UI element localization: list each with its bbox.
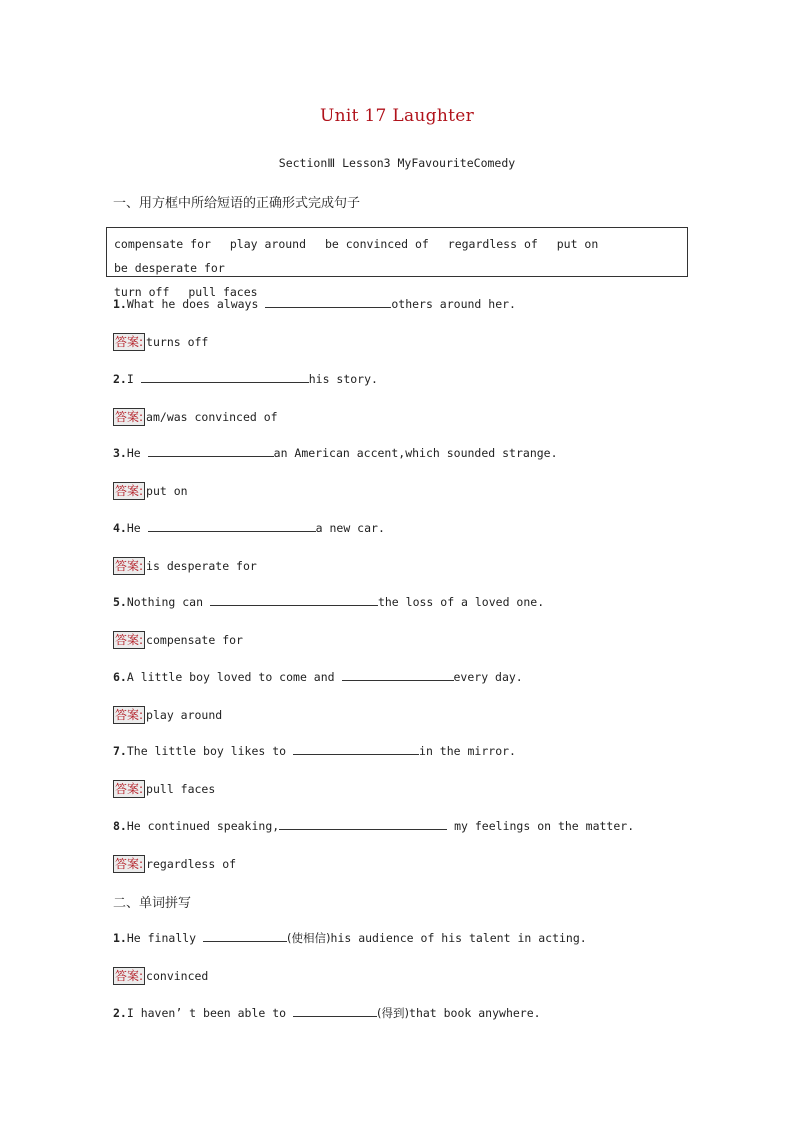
question-text-after: an American accent,which sounded strange.	[273, 446, 558, 460]
answer-3	[113, 482, 188, 500]
question-text-after: his audience of his talent in acting.	[330, 931, 587, 945]
phrase-item: be convinced of	[324, 237, 429, 251]
question-text-before: I haven’ t been able to	[126, 1006, 294, 1020]
answer-text: convinced	[146, 969, 209, 983]
answer-6	[113, 706, 222, 724]
answer-1	[113, 333, 208, 351]
section-2-heading: 二、单词拼写	[113, 896, 192, 911]
question-2	[113, 372, 378, 386]
question-text-before: The little boy likes to	[126, 744, 294, 758]
spelling-question-1	[113, 930, 587, 946]
question-number: 7.	[113, 744, 127, 758]
phrase-item: be desperate for	[114, 261, 225, 275]
question-5	[113, 595, 544, 609]
answer-label: 答案:	[115, 559, 144, 573]
answer-text: am/was convinced of	[146, 410, 278, 424]
question-text-before: He finally	[126, 931, 204, 945]
question-number: 2.	[113, 1006, 127, 1020]
question-number: 1.	[113, 297, 127, 311]
answer-7	[113, 780, 215, 798]
answer-blank[interactable]	[293, 1006, 377, 1017]
answer-blank[interactable]	[210, 595, 378, 606]
spelling-question-2	[113, 1005, 541, 1021]
question-number: 3.	[113, 446, 127, 460]
answer-text: play around	[146, 708, 223, 722]
question-text-after: the loss of a loved one.	[377, 595, 545, 609]
answer-blank[interactable]	[293, 744, 419, 755]
question-text-before: What he does always	[126, 297, 266, 311]
question-7	[113, 744, 516, 758]
page-subtitle: SectionⅢ Lesson3 MyFavouriteComedy	[278, 156, 516, 170]
answer-blank[interactable]	[141, 372, 309, 383]
question-3	[113, 446, 558, 460]
phrase-item: put on	[556, 237, 599, 251]
answer-text: pull faces	[146, 782, 216, 796]
answer-label: 答案:	[115, 484, 144, 498]
question-text-after: others around her.	[391, 297, 516, 311]
spelling-answer-1	[113, 967, 208, 985]
question-text-after: his story.	[308, 372, 378, 386]
answer-text: regardless of	[146, 857, 237, 871]
answer-blank[interactable]	[148, 521, 316, 532]
answer-text: is desperate for	[146, 559, 257, 573]
answer-blank[interactable]	[342, 670, 454, 681]
answer-5	[113, 631, 243, 649]
question-text-before: A little boy loved to come and	[126, 670, 342, 684]
question-text-before: He	[126, 446, 148, 460]
question-1	[113, 297, 516, 311]
question-6	[113, 670, 523, 684]
question-number: 8.	[113, 819, 127, 833]
question-number: 6.	[113, 670, 127, 684]
question-text-before: I	[126, 372, 141, 386]
question-text-after: a new car.	[315, 521, 385, 535]
phrase-item: pull faces	[188, 285, 258, 299]
phrase-item: play around	[229, 237, 307, 251]
question-text-after: that book anywhere.	[409, 1006, 541, 1020]
phrase-box	[106, 227, 688, 299]
answer-blank[interactable]	[265, 297, 391, 308]
phrase-item: turn off	[114, 285, 170, 299]
page-title: Unit 17 Laughter	[319, 106, 474, 126]
answer-blank[interactable]	[148, 446, 274, 457]
answer-text: compensate for	[146, 633, 243, 647]
question-text-after: every day.	[453, 670, 523, 684]
question-8	[113, 819, 634, 833]
question-number: 5.	[113, 595, 127, 609]
answer-text: turns off	[146, 335, 209, 349]
phrase-item: regardless of	[447, 237, 538, 251]
chinese-hint: (使相信)	[287, 931, 331, 945]
answer-label: 答案:	[115, 969, 144, 983]
section-1-heading: 一、用方框中所给短语的正确形式完成句子	[113, 196, 361, 211]
answer-label: 答案:	[115, 782, 144, 796]
answer-label: 答案:	[115, 335, 144, 349]
answer-4	[113, 557, 257, 575]
question-4	[113, 521, 385, 535]
phrase-item: compensate for	[114, 237, 211, 251]
answer-blank[interactable]	[279, 819, 447, 830]
answer-text: put on	[146, 484, 188, 498]
answer-blank[interactable]	[203, 931, 287, 942]
question-number: 4.	[113, 521, 127, 535]
question-text-after: in the mirror.	[419, 744, 516, 758]
question-number: 2.	[113, 372, 127, 386]
answer-label: 答案:	[115, 708, 144, 722]
answer-label: 答案:	[115, 857, 144, 871]
answer-2	[113, 408, 278, 426]
question-text-before: He continued speaking,	[126, 819, 280, 833]
question-number: 1.	[113, 931, 127, 945]
answer-label: 答案:	[115, 633, 144, 647]
question-text-after: my feelings on the matter.	[447, 819, 635, 833]
chinese-hint: (得到)	[377, 1006, 410, 1020]
answer-label: 答案:	[115, 410, 144, 424]
question-text-before: Nothing can	[126, 595, 210, 609]
answer-8	[113, 855, 236, 873]
question-text-before: He	[126, 521, 148, 535]
